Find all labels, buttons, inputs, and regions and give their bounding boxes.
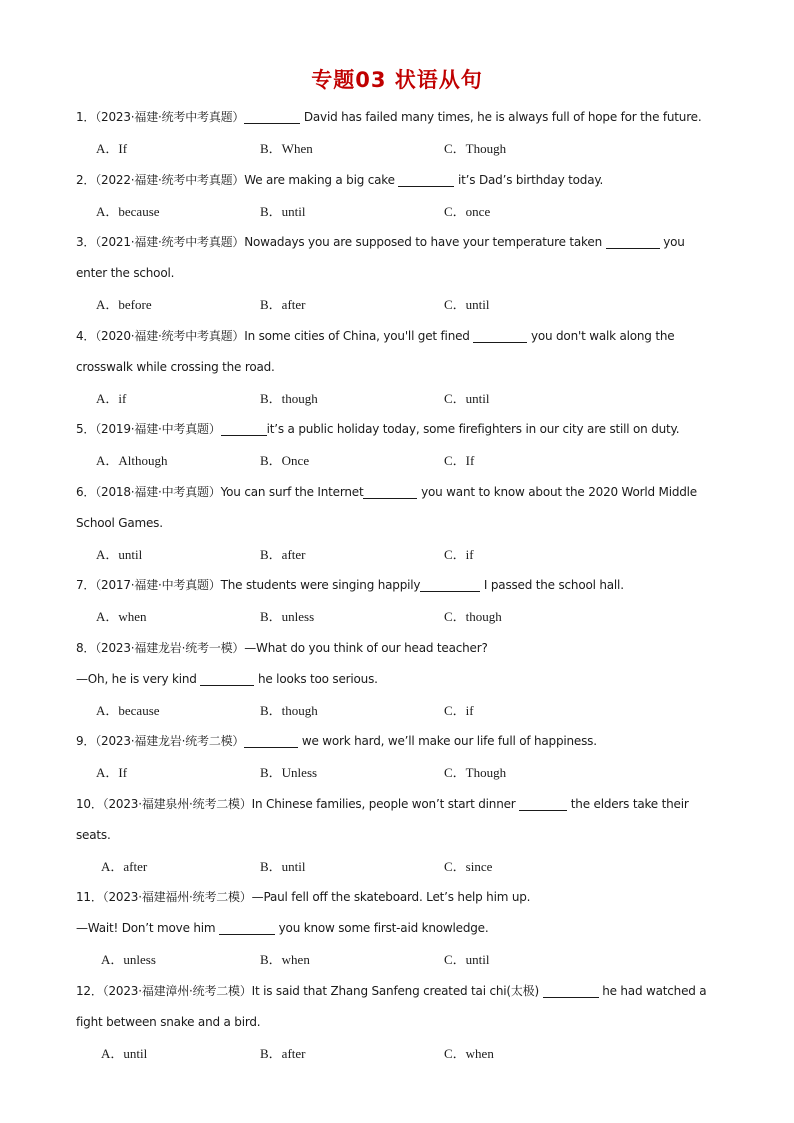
answer-blank[interactable] <box>219 920 275 935</box>
option-a[interactable]: A．If <box>96 141 128 156</box>
question-text-after-blank: the elders take their <box>570 797 689 811</box>
question-text-after-blank: you <box>663 235 685 249</box>
question-source: （2020·福建·统考中考真题） <box>95 329 245 343</box>
answer-blank[interactable] <box>221 421 267 436</box>
question-stem-continued <box>76 664 720 695</box>
question-text-continued: enter the school. <box>76 266 175 280</box>
answer-blank[interactable] <box>244 733 298 748</box>
question-number: 6． <box>76 485 96 499</box>
question-source: （2022·福建·统考中考真题） <box>95 173 245 187</box>
question-stem <box>76 726 720 757</box>
question-text-continued: School Games. <box>76 516 163 530</box>
question-4 <box>76 321 720 414</box>
question-text-after-blank: you know some first-aid knowledge. <box>278 921 489 935</box>
option-a[interactable]: A．because <box>96 703 160 718</box>
option-a[interactable]: A．after <box>101 859 148 874</box>
options-row <box>76 757 720 788</box>
question-source: （2023·福建龙岩·统考二模） <box>95 734 245 748</box>
question-source: （2019·福建·中考真题） <box>95 422 221 436</box>
option-a[interactable]: A．until <box>96 547 143 562</box>
option-b[interactable]: B．until <box>260 859 306 874</box>
option-c[interactable]: C．if <box>444 547 474 562</box>
option-c[interactable]: C．until <box>444 952 490 967</box>
page-title: 专题03 状语从句 <box>311 68 483 92</box>
question-number: 11． <box>76 890 103 904</box>
question-text-continued: fight between snake and a bird. <box>76 1015 261 1029</box>
question-number: 4． <box>76 329 96 343</box>
question-stem <box>76 165 720 196</box>
question-number: 12． <box>76 984 103 998</box>
question-stem-continued <box>76 352 720 383</box>
question-source: （2021·福建·统考中考真题） <box>95 235 245 249</box>
option-a[interactable]: A．until <box>101 1046 148 1061</box>
option-a[interactable]: A．before <box>96 297 152 312</box>
question-text: —Paul fell off the skateboard. Let’s help him up. <box>251 890 531 904</box>
question-stem <box>76 882 720 913</box>
option-b[interactable]: B．after <box>260 1046 306 1061</box>
question-number: 3． <box>76 235 96 249</box>
options-row <box>76 383 720 414</box>
question-text: You can surf the Internet <box>220 485 364 499</box>
option-b[interactable]: B．until <box>260 204 306 219</box>
question-text-after-blank: I passed the school hall. <box>480 578 624 592</box>
question-stem-continued <box>76 508 720 539</box>
option-c[interactable]: C．Though <box>444 765 507 780</box>
question-text: The students were singing happily <box>220 578 421 592</box>
question-text-continued: —Oh, he is very kind <box>76 672 197 686</box>
answer-blank[interactable] <box>363 484 417 499</box>
option-c[interactable]: C．if <box>444 703 474 718</box>
option-a[interactable]: A．when <box>96 609 147 624</box>
option-b[interactable]: B．when <box>260 952 310 967</box>
question-text: we work hard, we’ll make our life full of happiness. <box>301 734 597 748</box>
question-5 <box>76 414 720 476</box>
question-stem-continued <box>76 820 720 851</box>
question-text: it’s a public holiday today, some firefighters in our city are still on duty. <box>266 422 680 436</box>
question-8 <box>76 633 720 726</box>
option-c[interactable]: C．once <box>444 204 491 219</box>
answer-blank[interactable] <box>543 983 599 998</box>
question-stem <box>76 477 720 508</box>
option-a[interactable]: A．If <box>96 765 128 780</box>
option-b[interactable]: B．after <box>260 297 306 312</box>
question-number: 9． <box>76 734 96 748</box>
answer-blank[interactable] <box>606 234 660 249</box>
options-row <box>76 601 720 632</box>
option-c[interactable]: C．If <box>444 453 475 468</box>
option-c[interactable]: C．when <box>444 1046 494 1061</box>
question-stem-continued <box>76 1007 720 1038</box>
question-source: （2023·福建泉州·统考二模） <box>102 797 252 811</box>
option-b[interactable]: B．unless <box>260 609 315 624</box>
options-row <box>76 695 720 726</box>
question-text-after-blank: it’s Dad’s birthday today. <box>458 173 604 187</box>
option-b[interactable]: B．Unless <box>260 765 318 780</box>
question-6 <box>76 477 720 570</box>
answer-blank[interactable] <box>200 671 254 686</box>
question-stem <box>76 227 720 258</box>
option-b[interactable]: B．after <box>260 547 306 562</box>
question-stem <box>76 633 720 664</box>
options-row <box>76 944 720 975</box>
option-b[interactable]: B．When <box>260 141 313 156</box>
question-text-after-blank: you want to know about the 2020 World Middle <box>421 485 697 499</box>
answer-blank[interactable] <box>244 109 300 124</box>
question-stem <box>76 414 720 445</box>
question-text: In Chinese families, people won’t start dinner <box>251 797 516 811</box>
question-number: 2． <box>76 173 96 187</box>
option-b[interactable]: B．Once <box>260 453 310 468</box>
question-text: We are making a big cake <box>244 173 395 187</box>
question-number: 1． <box>76 110 96 124</box>
question-stem <box>76 321 720 352</box>
answer-blank[interactable] <box>420 577 480 592</box>
question-number: 8． <box>76 641 96 655</box>
options-row <box>76 133 720 164</box>
answer-blank[interactable] <box>473 328 527 343</box>
question-3 <box>76 227 720 320</box>
question-source: （2023·福建漳州·统考二模） <box>102 984 252 998</box>
question-stem <box>76 102 720 133</box>
options-row <box>76 289 720 320</box>
option-b[interactable]: B．though <box>260 703 318 718</box>
question-stem <box>76 789 720 820</box>
option-a[interactable]: A．because <box>96 204 160 219</box>
question-source: （2018·福建·中考真题） <box>95 485 221 499</box>
question-text-after-blank: he looks too serious. <box>257 672 378 686</box>
question-text: It is said that Zhang Sanfeng created tai chi(太极) <box>251 984 539 998</box>
question-11 <box>76 882 720 975</box>
option-a[interactable]: A．Although <box>96 453 168 468</box>
question-text: In some cities of China, you'll get fined <box>244 329 470 343</box>
question-number: 10． <box>76 797 103 811</box>
question-text-continued: —Wait! Don’t move him <box>76 921 216 935</box>
question-number: 5． <box>76 422 96 436</box>
question-1 <box>76 102 720 164</box>
question-12 <box>76 976 720 1069</box>
options-row <box>76 445 720 476</box>
question-number: 7． <box>76 578 96 592</box>
question-text: David has failed many times, he is always full of hope for the future. <box>303 110 702 124</box>
question-text-after-blank: he had watched a <box>602 984 707 998</box>
question-stem <box>76 570 720 601</box>
option-b[interactable]: B．though <box>260 391 318 406</box>
option-c[interactable]: C．Though <box>444 141 507 156</box>
question-source: （2023·福建·统考中考真题） <box>95 110 245 124</box>
question-7 <box>76 570 720 632</box>
options-row <box>76 196 720 227</box>
answer-blank[interactable] <box>398 172 454 187</box>
question-source: （2017·福建·中考真题） <box>95 578 221 592</box>
option-a[interactable]: A．unless <box>101 952 156 967</box>
question-source: （2023·福建龙岩·统考一模） <box>95 641 245 655</box>
options-row <box>76 1038 720 1069</box>
option-c[interactable]: C．though <box>444 609 502 624</box>
option-c[interactable]: C．until <box>444 297 490 312</box>
options-row <box>76 539 720 570</box>
option-a[interactable]: A．if <box>96 391 127 406</box>
question-source: （2023·福建福州·统考二模） <box>102 890 252 904</box>
question-10 <box>76 789 720 882</box>
question-2 <box>76 165 720 227</box>
answer-blank[interactable] <box>519 796 567 811</box>
question-text: —What do you think of our head teacher? <box>244 641 488 655</box>
question-text: Nowadays you are supposed to have your temperature taken <box>244 235 602 249</box>
question-text-continued: crosswalk while crossing the road. <box>76 360 275 374</box>
options-row <box>76 851 720 882</box>
question-stem-continued <box>76 913 720 944</box>
question-text-continued: seats. <box>76 828 111 842</box>
question-stem <box>76 976 720 1007</box>
question-text-after-blank: you don't walk along the <box>530 329 675 343</box>
question-stem-continued <box>76 258 720 289</box>
question-9 <box>76 726 720 788</box>
option-c[interactable]: C．until <box>444 391 490 406</box>
option-c[interactable]: C．since <box>444 859 493 874</box>
